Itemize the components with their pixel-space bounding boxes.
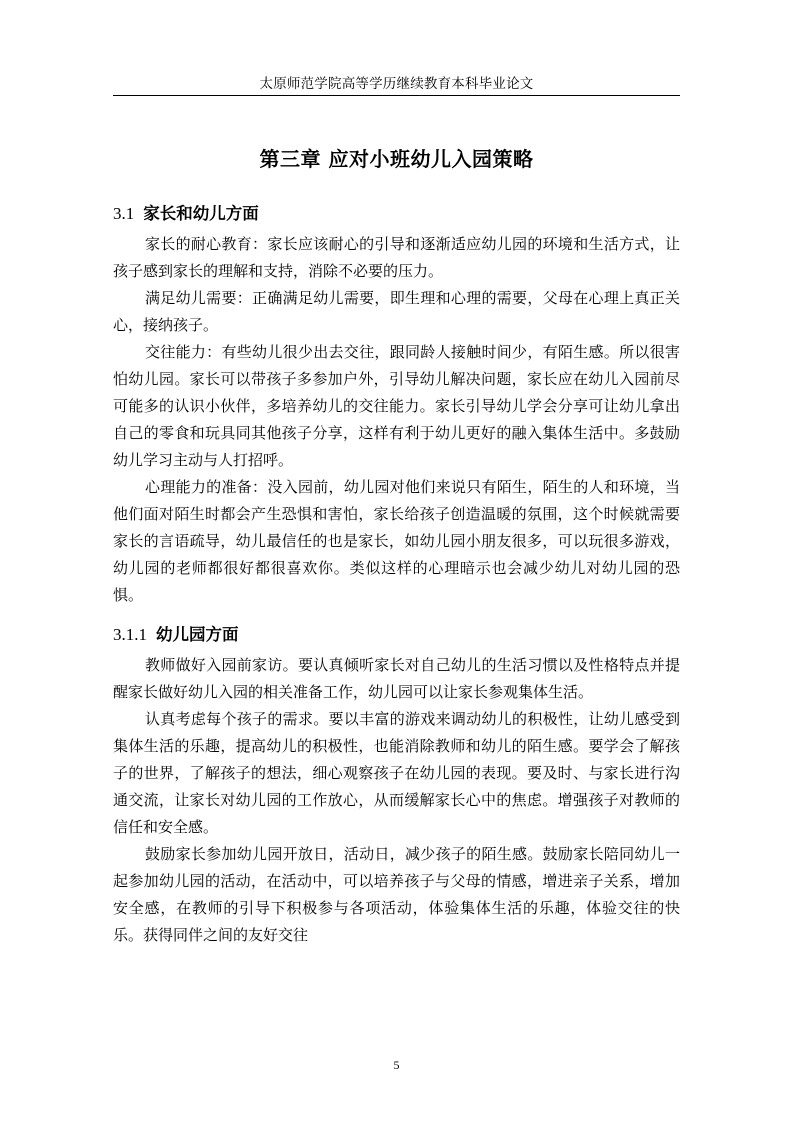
paragraph: 认真考虑每个孩子的需求。要以丰富的游戏来调动幼儿的积极性，让幼儿感受到集体生活的乐趣，提高幼儿的积极性，也能消除教师和幼儿的陌生感。要学会了解孩子的世界，了解孩子的想法，细心观察孩子在幼儿园的表现。要及时、与家长进行沟通交流，让家长对幼儿园的工作放心，从而缓解家长心中的焦虑。增强孩子对教师的信任和安全感。	[113, 710, 680, 836]
page-number: 5	[393, 1058, 400, 1072]
section-number: 3.1	[113, 204, 135, 223]
paragraph: 鼓励家长参加幼儿园开放日，活动日，减少孩子的陌生感。鼓励家长陪同幼儿一起参加幼儿园的活动，在活动中，可以培养孩子与父母的情感，增进亲子关系，增加安全感，在教师的引导下积极参与各项活动，体验集体生活的乐趣，体验交往的快乐。获得同伴之间的友好交往	[113, 845, 680, 944]
section-title: 幼儿园方面	[156, 625, 239, 644]
chapter-title: 第三章 应对小班幼儿入园策略	[259, 147, 534, 171]
paragraph: 家长的耐心教育：家长应该耐心的引导和逐渐适应幼儿园的环境和生活方式，让孩子感到家长的理解和支持，消除不必要的压力。	[113, 235, 680, 280]
section-title: 家长和幼儿方面	[143, 204, 259, 223]
paragraph: 心理能力的准备：没入园前，幼儿园对他们来说只有陌生，陌生的人和环境，当他们面对陌生时都会产生恐惧和害怕，家长给孩子创造温暖的氛围，这个时候就需要家长的言语疏导，幼儿最信任的也是家长，如幼儿园小朋友很多，可以玩很多游戏，幼儿园的老师都很好都很喜欢你。类似这样的心理暗示也会减少幼儿对幼儿园的恐惧。	[113, 478, 680, 604]
section-heading-3-1-1	[113, 622, 680, 648]
paragraph: 交往能力：有些幼儿很少出去交往，跟同龄人接触时间少，有陌生感。所以很害怕幼儿园。家长可以带孩子多参加户外，引导幼儿解决问题，家长应在幼儿入园前尽可能多的认识小伙伴，多培养幼儿的交往能力。家长引导幼儿学会分享可让幼儿拿出自己的零食和玩具同其他孩子分享，这样有利于幼儿更好的融入集体生活中。多鼓励幼儿学习主动与人打招呼。	[113, 343, 680, 469]
section-heading-3-1	[113, 201, 680, 227]
document-body	[113, 142, 680, 949]
paragraph: 满足幼儿需要：正确满足幼儿需要，即生理和心理的需要，父母在心理上真正关心，接纳孩子。	[113, 289, 680, 334]
paragraph: 教师做好入园前家访。要认真倾听家长对自己幼儿的生活习惯以及性格特点并提醒家长做好幼儿入园的相关准备工作，幼儿园可以让家长参观集体生活。	[113, 656, 680, 701]
section-number: 3.1.1	[113, 625, 147, 644]
running-header: 太原师范学院高等学历继续教育本科毕业论文	[113, 74, 680, 96]
